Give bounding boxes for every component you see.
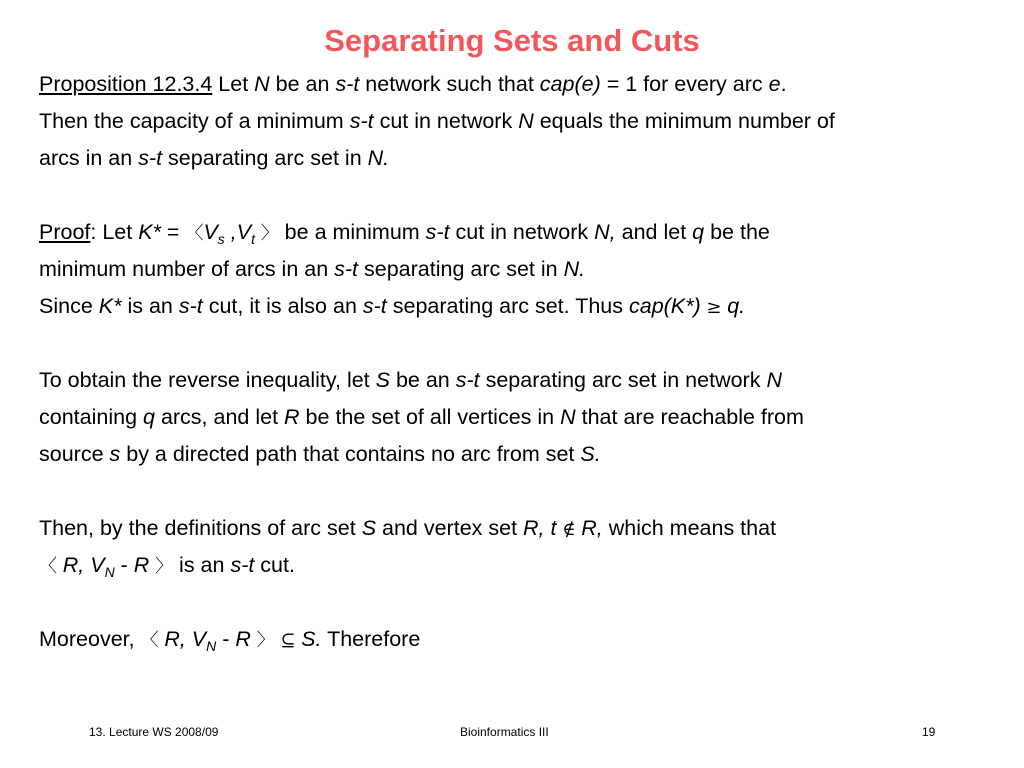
text: arcs, and let (154, 405, 285, 429)
math-var: cap(e) (539, 72, 601, 96)
text: - (114, 553, 134, 577)
para2-line-2 (39, 399, 1009, 436)
text: = 1 for every arc (600, 72, 769, 96)
text: separating arc set in (162, 146, 368, 170)
math-var: S (375, 368, 390, 392)
proposition-line-3 (39, 140, 1009, 177)
text: that are reachable from (575, 405, 804, 429)
text: containing (39, 405, 143, 429)
proof-label: Proof (39, 220, 91, 244)
math-var: s-t (455, 368, 480, 392)
notin-symbol: ∉ (556, 519, 582, 540)
text: and vertex set (376, 516, 524, 540)
math-var: R, V (62, 553, 105, 577)
paragraph-gap (39, 584, 1009, 621)
math-var: , (224, 220, 237, 244)
text: separating arc set in (358, 257, 564, 281)
proof-line-1 (39, 214, 1009, 251)
math-subscript: N (104, 564, 115, 580)
text: cut. (254, 553, 295, 577)
text: Since (39, 294, 99, 318)
proposition-label: Proposition 12.3.4 (39, 72, 213, 96)
text: by a directed path that contains no arc from set (120, 442, 581, 466)
text: separating arc set. Thus (386, 294, 629, 318)
text: and let (615, 220, 693, 244)
geq-symbol: ≥ (700, 297, 728, 318)
left-angle-symbol: 〈 (39, 556, 63, 577)
para2-line-1 (39, 362, 1009, 399)
para2-line-3 (39, 436, 1009, 473)
text: cut in network (449, 220, 595, 244)
subseteq-symbol: ⊆ (274, 630, 302, 651)
paragraph-gap (39, 177, 1009, 214)
text: cut, it is also an (202, 294, 363, 318)
math-var: K* (98, 294, 122, 318)
text: Moreover, (39, 627, 141, 651)
math-var: N (254, 72, 270, 96)
text: - (216, 627, 236, 651)
math-var: R (133, 553, 150, 577)
math-var: q. (727, 294, 746, 318)
text: : Let (90, 220, 139, 244)
slide-title: Separating Sets and Cuts (324, 23, 700, 58)
math-var: N (560, 405, 576, 429)
math-var: N, (594, 220, 616, 244)
math-var: s-t (334, 257, 359, 281)
right-angle-symbol: 〉 (250, 630, 275, 651)
text: To obtain the reverse inequality, let (39, 368, 376, 392)
text: which means that (602, 516, 777, 540)
math-var: s-t (138, 146, 163, 170)
math-var: K* (138, 220, 161, 244)
text: be an (269, 72, 336, 96)
math-var: s-t (425, 220, 450, 244)
para4-line-1 (39, 621, 1009, 658)
math-var: R, V (164, 627, 207, 651)
text: equals the minimum number of (533, 109, 835, 133)
math-var: N (766, 368, 782, 392)
math-var: R, t (523, 516, 557, 540)
text: arcs in an (39, 146, 139, 170)
slide-body (39, 66, 1009, 658)
text: = (160, 220, 186, 244)
right-angle-symbol: 〉 (149, 556, 174, 577)
math-subscript: N (206, 638, 217, 654)
text: be a minimum (278, 220, 426, 244)
math-var: N. (563, 257, 586, 281)
footer-lecture: 13. Lecture WS 2008/09 (89, 725, 219, 739)
paragraph-gap (39, 325, 1009, 362)
para3-line-2 (39, 547, 1009, 584)
left-angle-symbol: 〈 (140, 630, 165, 651)
math-var: S. (301, 627, 322, 651)
math-var: q (143, 405, 155, 429)
text: . (780, 72, 787, 96)
proposition-line-1 (39, 66, 1009, 103)
math-var: R (235, 627, 251, 651)
text: separating arc set in network (479, 368, 767, 392)
math-var: s-t (349, 109, 374, 133)
text: network such that (359, 72, 540, 96)
text: is an (121, 294, 179, 318)
math-var: N. (367, 146, 390, 170)
math-subscript: t (251, 231, 255, 247)
math-var: e (768, 72, 781, 96)
math-var: S. (580, 442, 601, 466)
math-var: R, (581, 516, 603, 540)
text: source (39, 442, 110, 466)
math-subscript: s (217, 231, 225, 247)
math-var: s-t (362, 294, 387, 318)
math-var: s (109, 442, 121, 466)
text: be the (704, 220, 770, 244)
math-var: s-t (230, 553, 255, 577)
proof-line-2 (39, 251, 1009, 288)
math-var: q (692, 220, 705, 244)
math-var: s-t (335, 72, 360, 96)
para3-line-1 (39, 510, 1009, 547)
text: Then the capacity of a minimum (39, 109, 350, 133)
text: be an (389, 368, 456, 392)
text: Therefore (321, 627, 421, 651)
text: is an (173, 553, 231, 577)
text: minimum number of arcs in an (39, 257, 335, 281)
proof-line-3 (39, 288, 1009, 325)
footer-course: Bioinformatics III (460, 725, 549, 739)
right-angle-symbol: 〉 (254, 223, 279, 244)
proposition-line-2 (39, 103, 1009, 140)
math-var: V (236, 220, 252, 244)
text: be the set of all vertices in (299, 405, 561, 429)
left-angle-symbol: 〈 (185, 223, 204, 244)
footer-page-number: 19 (922, 725, 936, 739)
paragraph-gap (39, 473, 1009, 510)
text: Then, by the definitions of arc set (39, 516, 362, 540)
math-var: cap(K*) (628, 294, 701, 318)
text: cut in network (373, 109, 519, 133)
math-var: R (284, 405, 300, 429)
math-var: N (518, 109, 534, 133)
math-var: s-t (178, 294, 203, 318)
math-var: V (203, 220, 218, 244)
text: Let (212, 72, 255, 96)
math-var: S (361, 516, 377, 540)
